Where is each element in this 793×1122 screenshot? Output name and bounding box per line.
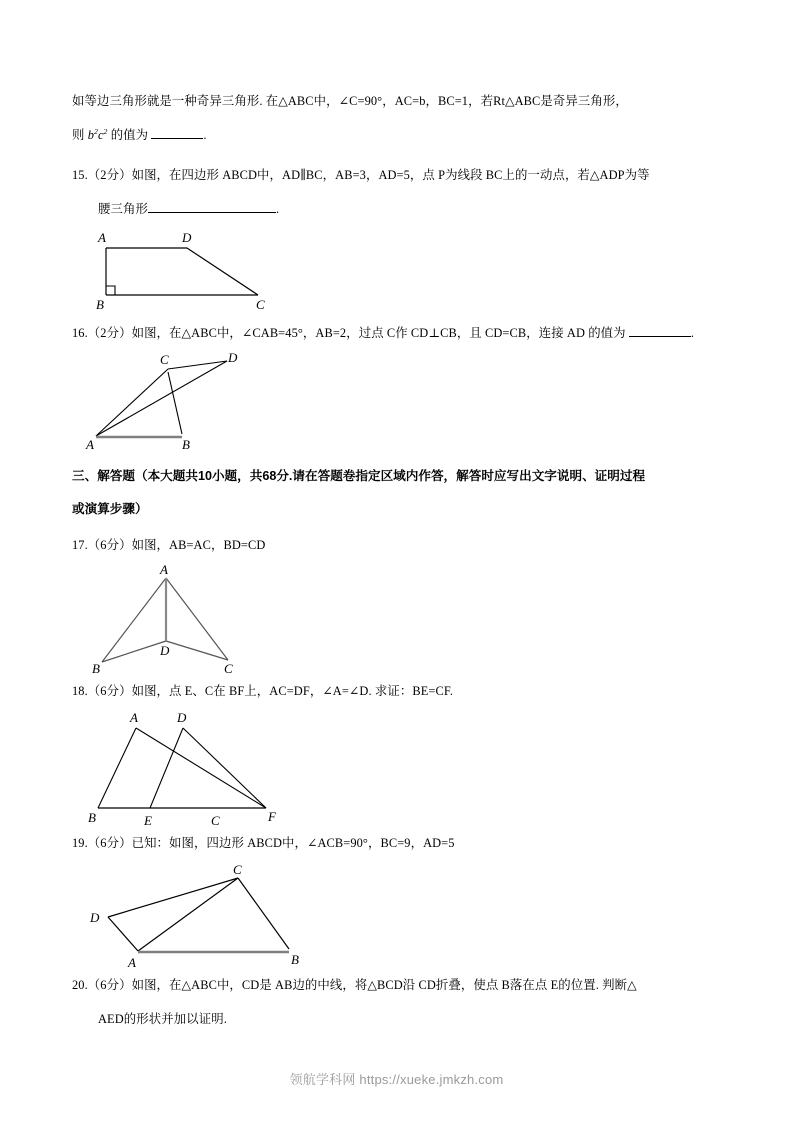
section-3-line1: 三、解答题（本大题共10小题，共68分.请在答题卷指定区域内作答，解答时应写出文字说明、证明过程 [72,469,646,483]
label-D: D [90,910,100,925]
q18-number: 18 [72,684,85,698]
q17-text: 如图，AB=AC，BD=CD [131,538,266,552]
section-3-line2: 或演算步骤） [72,502,148,516]
segment-BD [102,641,166,662]
label-B: B [96,297,104,312]
q14-expr-b: $b^2$ [87,126,98,142]
q18-text: 如图，点 E、C在 BF上，AC=DF，∠A=∠D. 求证：BE=CF. [131,684,454,698]
q14-answer-blank[interactable] [151,126,203,139]
label-A: A [128,955,136,968]
segment-AC [138,878,238,951]
label-D: D [228,350,238,365]
segment-DA [108,917,138,951]
q18-stem: 18.（6分）如图，点 E、C在 BF上，AC=DF，∠A=∠D. 求证：BE=CF. [72,684,454,698]
segment-AB [102,578,166,662]
q20-stem-line1: 20.（6分）如图，在△ABC中，CD是 AB边的中线，将△BCD沿 CD折叠，使点 B落在点 E的位置. 判断△ [72,978,637,992]
q16-score: （2分） [87,326,132,340]
q17-number: 17 [72,538,85,552]
q17-figure [88,562,724,674]
q16-answer-blank[interactable] [629,324,691,337]
q16-number: 16 [72,326,85,340]
label-C: C [256,297,265,312]
q19-text: 已知：如图，四边形 ABCD中，∠ACB=90°，BC=9，AD=5 [131,836,455,850]
right-angle-mark-B [106,286,115,295]
segment-DC [166,641,228,660]
segment-AC [166,578,228,660]
segment-DF [183,728,266,808]
label-B: B [291,952,299,967]
label-D: D [182,230,192,245]
q18-score: （6分） [87,684,132,698]
q15-text-a: 如图，在四边形 ABCD中，AD∥BC，AB=3，AD=5，点 P为线段 BC上的一动点，若△ADP为等 [131,168,650,182]
q15-number: 15 [72,168,85,182]
q14-line2-suffix: . [203,128,207,142]
q16-text-suffix: . [690,326,695,340]
q15-figure [86,228,724,312]
label-A: A [160,562,168,577]
footer-url: https://xueke.jmkzh.com [359,1072,504,1087]
q19-number: 19 [72,836,85,850]
label-C: C [160,352,169,367]
footer-watermark [0,1069,793,1088]
q15-text-b-suffix: . [275,202,280,216]
segment-BA [98,728,136,808]
label-C: C [224,661,233,674]
label-D: D [160,643,170,658]
label-E: E [144,813,152,826]
segment-AC [96,369,168,436]
section-3-heading [72,460,724,526]
q20-stem-line2 [72,1002,724,1036]
q16-figure [82,350,724,450]
segment-CD [168,361,227,369]
segment-CB [238,878,289,949]
q18-figure-svg [88,708,378,826]
segment-DC [108,878,238,917]
label-A: A [130,710,138,725]
label-A: A [98,230,106,245]
q16-figure-svg [82,350,312,450]
q15-stem-line1: 15.（2分）如图，在四边形 ABCD中，AD∥BC，AB=3，AD=5，点 P为线段 BC上的一动点，若△ADP为等 [72,168,650,182]
q17-score: （6分） [87,538,132,552]
q20-score: （6分） [87,978,132,992]
label-A: A [86,437,94,450]
q20-text-a: 如图，在△ABC中，CD是 AB边的中线，将△BCD沿 CD折叠，使点 B落在点 E的位置. 判断△ [131,978,637,992]
q15-answer-blank[interactable] [148,200,276,213]
label-C: C [211,813,220,826]
q16-text: 如图，在△ABC中，∠CAB=45°，AB=2，过点 C作 CD⊥CB，且 CD=CB，连接 AD 的值为 [131,326,626,340]
q14-line2-prefix: 则 [72,128,85,142]
footer-site-name: 领航学科网 [289,1072,356,1087]
q15-figure-svg [86,228,296,312]
q20-text-b: AED的形状并加以证明. [98,1012,227,1026]
q16-stem: 16.（2分）如图，在△ABC中，∠CAB=45°，AB=2，过点 C作 CD⊥CB，且 CD=CB，连接 AD 的值为 . [72,326,695,340]
label-D: D [177,710,187,725]
page-content [72,84,724,1036]
q17-stem: 17.（6分）如图，AB=AC，BD=CD [72,538,266,552]
q18-figure [88,708,724,826]
label-B: B [182,437,190,450]
q19-stem: 19.（6分）已知：如图，四边形 ABCD中，∠ACB=90°，BC=9，AD=5 [72,836,455,850]
q14-line1-text: 如等边三角形就是一种奇异三角形. 在△ABC中，∠C=90°，AC=b，BC=1，若Rt△ABC是奇异三角形， [72,94,628,108]
q14-line2-mid: 的值为 [110,128,149,142]
q19-figure [80,860,724,968]
q20-number: 20 [72,978,85,992]
q15-stem-line2 [72,192,724,226]
q14-line2 [72,118,724,152]
q15-text-b: 腰三角形 [98,202,148,216]
q14-line1 [72,84,724,118]
segment-CB [168,372,182,434]
segment-AD [96,361,227,436]
label-F: F [268,809,276,824]
q19-figure-svg [80,860,330,968]
label-B: B [92,661,100,674]
q14-expr-c: $c^2$ [97,126,108,142]
q15-score: （2分） [87,168,132,182]
label-B: B [88,810,96,825]
label-C: C [233,862,242,877]
q17-figure-svg [88,562,308,674]
segment-DC [187,248,258,295]
q19-score: （6分） [87,836,132,850]
